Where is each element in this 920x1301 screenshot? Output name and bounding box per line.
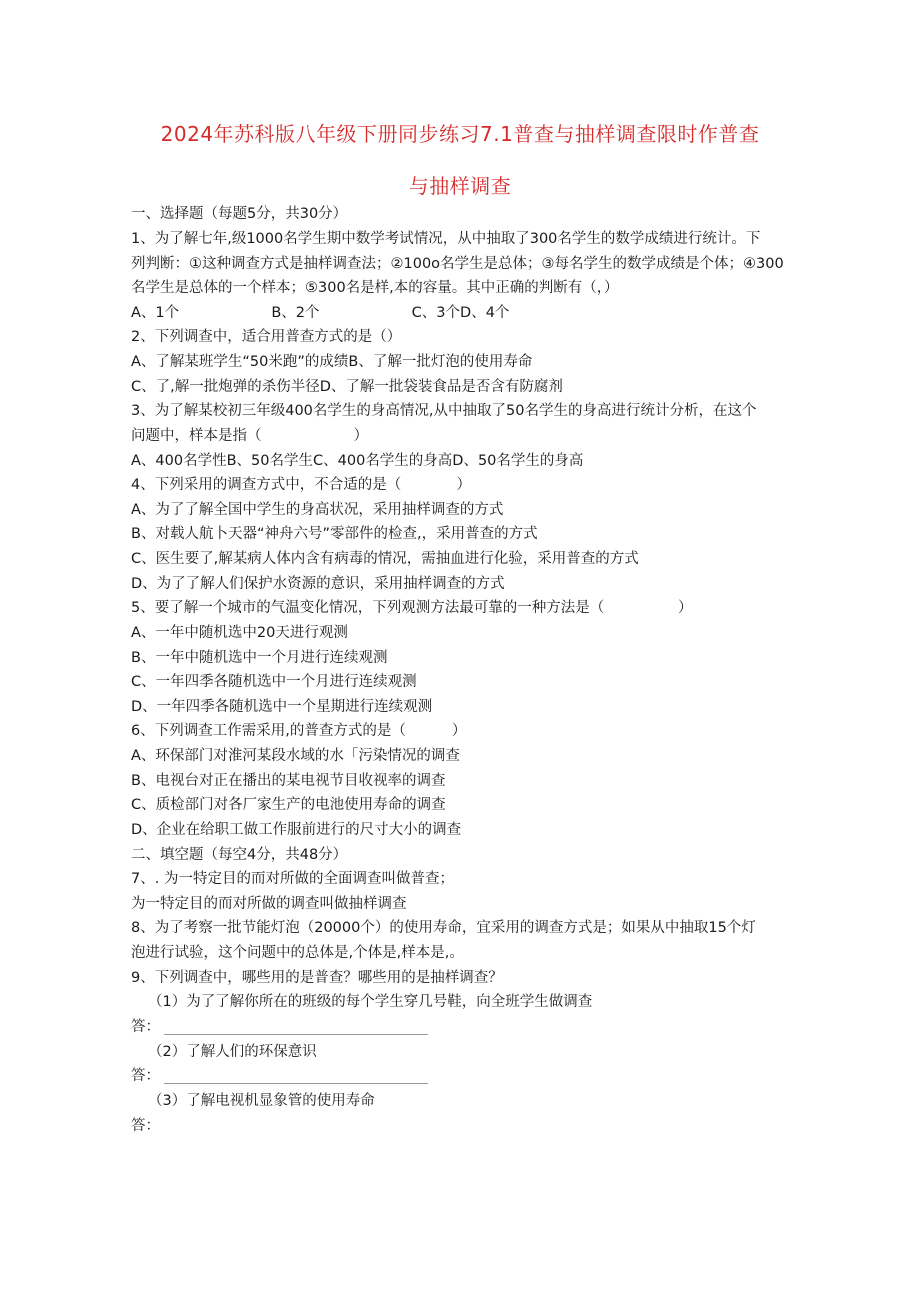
q4-stem: 4、下列采用的调查方式中，不合适的是（ ） — [131, 477, 472, 493]
q1-line3: 名学生是总体的一个样本；⑤300名是样,本的容量。其中正确的判断有（，） — [131, 280, 619, 296]
q6-stem: 6、下列调查工作需采用,的普查方式的是（ ） — [131, 723, 467, 739]
q6-option-a: A、环保部门对淮河某段水域的水「污染情况的调查 — [131, 748, 460, 764]
doc-title-line1: 2024年苏科版八年级下册同步练习7.1普查与抽样调查限时作普查 — [160, 122, 760, 146]
q5-option-a: A、一年中随机选中20天进行观测 — [131, 625, 348, 641]
q4-option-b: B、对载人航卜天器“神舟六号”零部件的检查,，采用普查的方式 — [131, 526, 538, 542]
q2-stem: 2、下列调查中，适合用普查方式的是（） — [131, 329, 402, 345]
q9-answer-label-1: 答： — [131, 1019, 160, 1035]
q9-answer-line-2[interactable] — [164, 1083, 428, 1084]
q9-stem: 9、下列调查中，哪些用的是普查？哪些用的是抽样调查？ — [131, 970, 503, 986]
q4-option-d: D、为了了解人们保护水资源的意识，采用抽样调查的方式 — [131, 576, 505, 592]
q1-line2: 列判断：①这种调查方式是抽样调查法；②100o名学生是总体；③每名学生的数学成绩是个体；④300 — [131, 256, 784, 272]
q9-answer-line-1[interactable] — [164, 1034, 428, 1035]
q3-line1: 3、为了解某校初三年级400名学生的身高情况,从中抽取了50名学生的身高进行统计分析，在这个 — [131, 403, 757, 419]
q1-line1: 1、为了解七年,级1000名学生期中数学考试情况，从中抽取了300名学生的数学成绩进行统计。下 — [131, 231, 761, 247]
q3-options: A、400名学性B、50名学生C、400名学生的身高D、50名学生的身高 — [131, 453, 584, 469]
q5-option-b: B、一年中随机选中一个月进行连续观测 — [131, 650, 388, 666]
q9-answer-label-3: 答： — [131, 1118, 160, 1134]
section-heading-choice: 一、选择题（每题5分，共30分） — [131, 206, 348, 222]
section-heading-fill: 二、填空题（每空4分，共48分） — [131, 847, 348, 863]
doc-title-line2: 与抽样调查 — [408, 174, 512, 198]
q2-options-cd: C、了,解一批炮弹的杀伤半径D、了解一批袋装食品是否含有防腐剂 — [131, 379, 563, 395]
q6-option-b: B、电视台对正在播出的某电视节目收视率的调查 — [131, 773, 446, 789]
q3-line2: 问题中，样本是指（ ） — [131, 428, 369, 444]
q9-item-3: （3）了解电视机显象管的使用寿命 — [148, 1093, 375, 1109]
q7-line1: 7、. 为一特定目的而对所做的全面调查叫做普查； — [131, 871, 454, 887]
q6-option-d: D、企业在给职工做工作服前进行的尺寸大小的调查 — [131, 822, 462, 838]
q7-line2: 为一特定目的而对所做的调查叫做抽样调查 — [131, 896, 407, 912]
q5-stem: 5、要了解一个城市的气温变化情况，下列观测方法最可靠的一种方法是（ ） — [131, 600, 693, 616]
q5-option-c: C、一年四季各随机选中一个月进行连续观测 — [131, 674, 417, 690]
q6-option-c: C、质检部门对各厂家生产的电池使用寿命的调查 — [131, 797, 446, 813]
q9-answer-label-2: 答： — [131, 1068, 160, 1084]
q2-options-ab: A、了解某班学生“50米跑”的成绩B、了解一批灯泡的使用寿命 — [131, 354, 533, 370]
q5-option-d: D、一年四季各随机选中一个星期进行连续观测 — [131, 699, 433, 715]
q9-item-2: （2）了解人们的环保意识 — [148, 1044, 317, 1060]
q8-line1: 8、为了考察一批节能灯泡（20000个）的使用寿命，宜采用的调查方式是；如果从中抽取15个灯 — [131, 920, 756, 936]
q4-option-a: A、为了了解全国中学生的身高状况，采用抽样调查的方式 — [131, 502, 504, 518]
q1-options: A、1个 B、2个 C、3个D、4个 — [131, 305, 510, 321]
q8-line2: 泡进行试验，这个问题中的总体是,个体是,样本是,。 — [131, 945, 464, 961]
q9-item-1: （1）为了了解你所在的班级的每个学生穿几号鞋，向全班学生做调查 — [148, 994, 593, 1010]
q4-option-c: C、医生要了,解某病人体内含有病毒的情况，需抽血进行化验，采用普查的方式 — [131, 551, 639, 567]
